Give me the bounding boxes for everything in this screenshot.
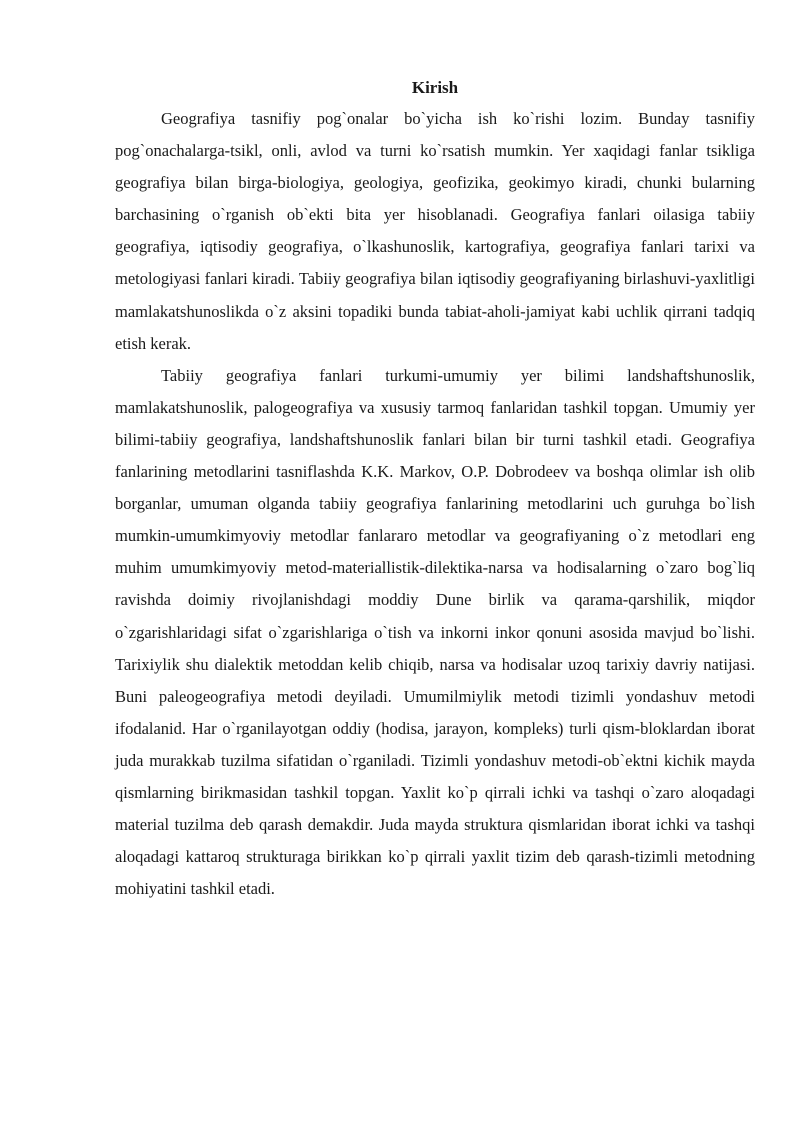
document-page	[115, 76, 755, 905]
document-title: Kirish	[411, 78, 459, 97]
paragraph-1: Geografiya tasnifiy pog`onalar bo`yicha ish ko`rishi lozim. Bunday tasnifiy pog`onachalarga-tsikl, onli, avlod va turni ko`rsatish mumkin. Yer xaqidagi fanlar tsikliga geografiya bilan birga-biologiya, geologiya, geofizika, geokimyo kiradi, chunki bularning barchasining o`rganish ob`ekti bita yer hisoblanadi. Geografiya fanlari oilasiga tabiiy geografiya, iqtisodiy geografiya, o`lkashunoslik, kartografiya, geografiya fanlari tarixi va metologiyasi fanlari kiradi. Tabiiy geografiya bilan iqtisodiy geografiyaning birlashuvi-yaxlitligi mamlakatshunoslikda o`z aksini topadiki bunda tabiat-aholi-jamiyat kabi uchlik qirrani tadqiq etish kerak.	[115, 109, 755, 353]
paragraph-2: Tabiiy geografiya fanlari turkumi-umumiy yer bilimi landshaftshunoslik, mamlakatshunoslik, palogeografiya va xususiy tarmoq fanlaridan tashkil topgan. Umumiy yer bilimi-tabiiy geografiya, landshaftshunoslik fanlari bilan bir turni tashkil etadi. Geografiya fanlarining metodlarini tasniflashda K.K. Markov, O.P. Dobrodeev va boshqa olimlar ish olib borganlar, umuman olganda tabiiy geografiya fanlarining metodlarini uch guruhga bo`lish mumkin-umumkimyoviy metodlar fanlararo metodlar va geografiyaning o`z metodlari eng muhim umumkimyoviy metod-materiallistik-dilektika-narsa va hodisalarning o`zaro bog`liq ravishda doimiy rivojlanishdagi moddiy Dune birlik va qarama-qarshilik, miqdor o`zgarishlaridagi sifat o`zgarishlariga o`tish va inkorni inkor qonuni asosida mavjud bo`lishi. Tarixiylik shu dialektik metoddan kelib chiqib, narsa va hodisalar uzoq tarixiy davriy natijasi. Buni paleogeografiya metodi deyiladi. Umumilmiylik metodi tizimli yondashuv metodi ifodalanid. Har o`rganilayotgan oddiy (hodisa, jarayon, kompleks) turli qism-bloklardan iborat juda murakkab tuzilma sifatidan o`rganiladi. Tizimli yondashuv metodi-ob`ektni kichik mayda qismlarning birikmasidan tashkil topgan. Yaxlit ko`p qirrali ichki va tashqi o`zaro aloqadagi material tuzilma deb qarash demakdir. Juda mayda struktura qismlaridan iborat ichki va tashqi aloqadagi kattaroq strukturaga birikkan ko`p qirrali yaxlit tizim deb qarash-tizimli metodning mohiyatini tashkil etadi.	[115, 365, 755, 899]
